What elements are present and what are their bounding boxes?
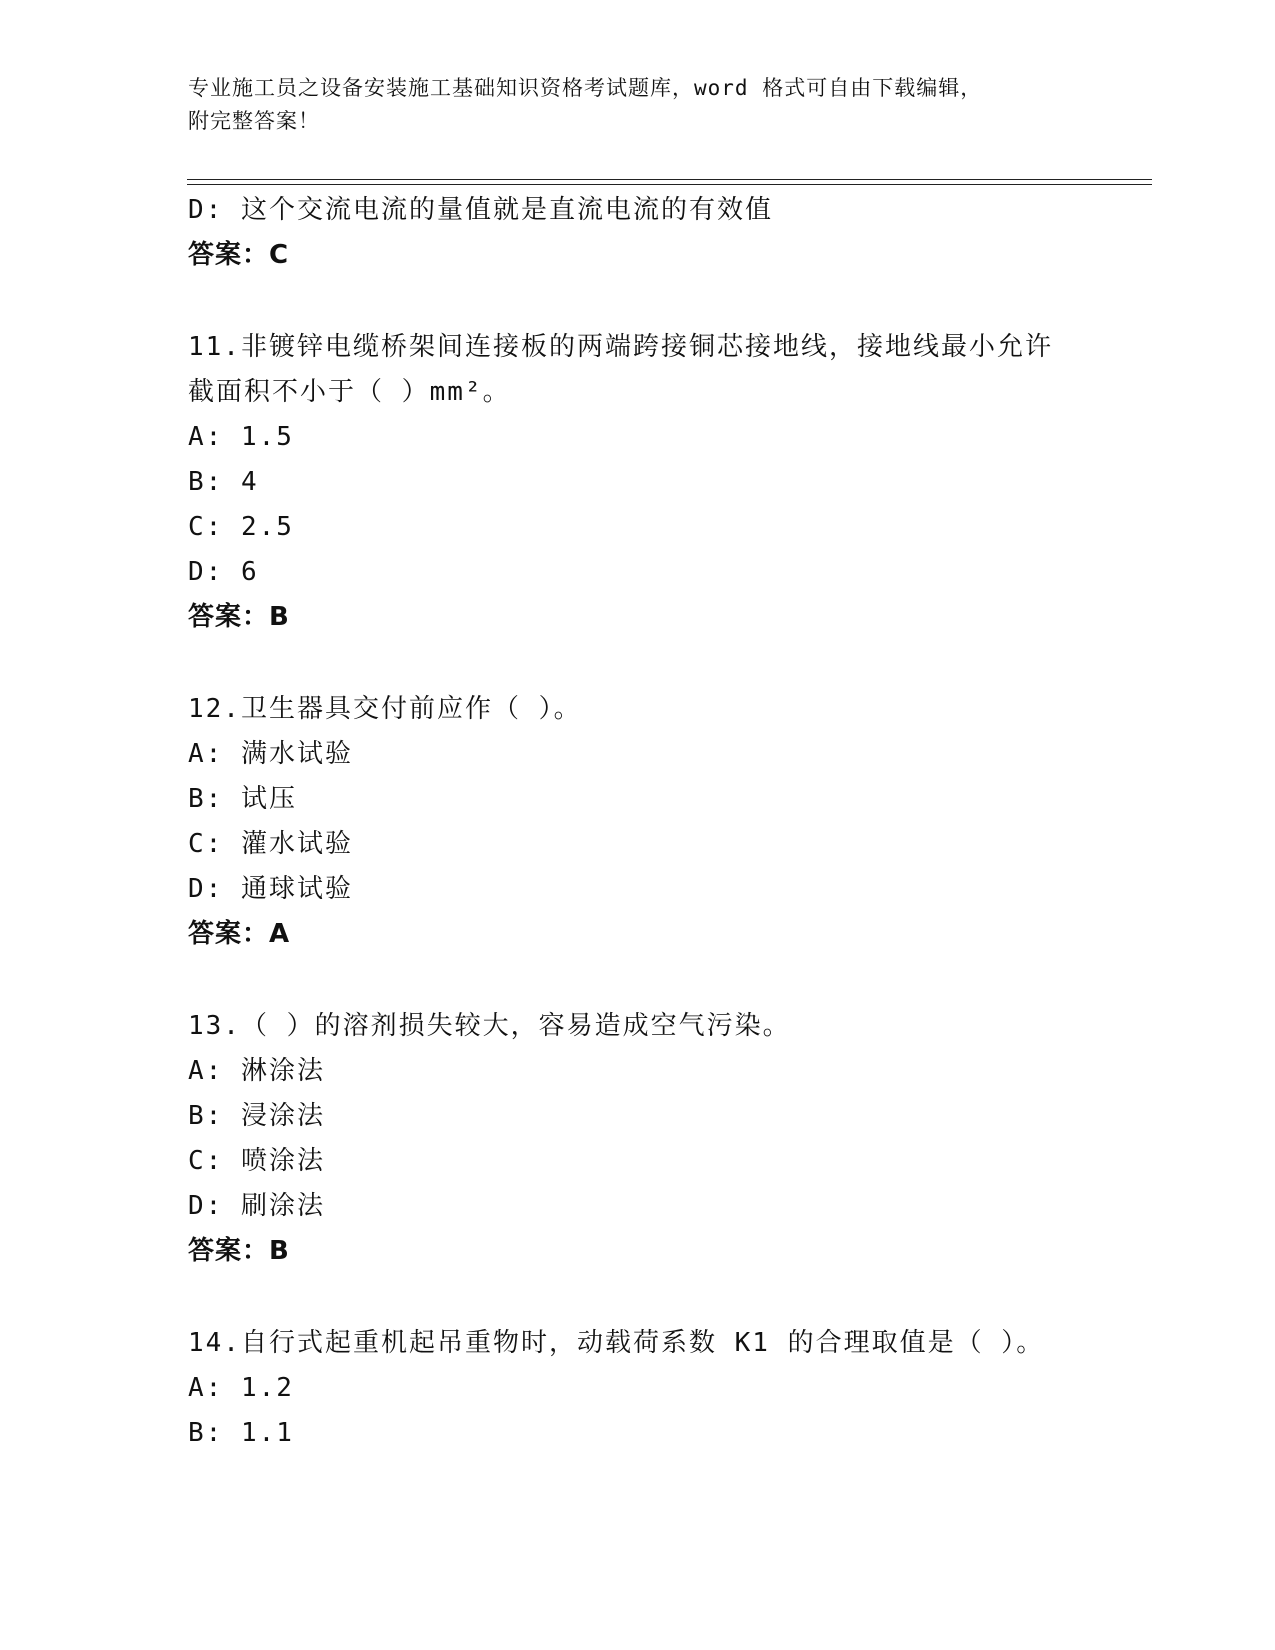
option-b: B: 4 — [188, 467, 259, 497]
option-d: D: 通球试验 — [188, 874, 353, 904]
question-stem: 13.（ ）的溶剂损失较大，容易造成空气污染。 — [188, 1011, 791, 1041]
question-continuation — [188, 188, 1148, 278]
answer-text: 答案：B — [188, 1236, 290, 1266]
option-c: C: 2.5 — [188, 512, 294, 542]
option-d: D: 这个交流电流的量值就是直流电流的有效值 — [188, 195, 773, 225]
header-divider-top — [187, 179, 1152, 180]
question-13 — [188, 1004, 1148, 1274]
question-stem-continued: 截面积不小于（ ）mm²。 — [188, 377, 511, 407]
document-header — [188, 72, 1088, 138]
option-c: C: 喷涂法 — [188, 1146, 325, 1176]
option-a: A: 淋涂法 — [188, 1056, 325, 1086]
option-d: D: 6 — [188, 557, 259, 587]
question-stem: 12.卫生器具交付前应作（ ）。 — [188, 694, 582, 724]
question-14 — [188, 1321, 1148, 1456]
option-b: B: 浸涂法 — [188, 1101, 325, 1131]
header-line-1: 专业施工员之设备安装施工基础知识资格考试题库，word 格式可自由下载编辑， — [188, 76, 983, 100]
option-b: B: 1.1 — [188, 1418, 294, 1448]
question-12 — [188, 687, 1148, 957]
option-a: A: 1.2 — [188, 1373, 294, 1403]
question-stem: 11.非镀锌电缆桥架间连接板的两端跨接铜芯接地线，接地线最小允许 — [188, 332, 1053, 362]
option-d: D: 刷涂法 — [188, 1191, 325, 1221]
option-a: A: 满水试验 — [188, 739, 353, 769]
answer-text: 答案：B — [188, 602, 290, 632]
question-list — [188, 188, 1148, 1456]
question-11 — [188, 325, 1148, 640]
header-line-2: 附完整答案！ — [188, 109, 320, 133]
option-b: B: 试压 — [188, 784, 297, 814]
option-c: C: 灌水试验 — [188, 829, 353, 859]
answer-text: 答案：A — [188, 919, 291, 949]
answer-text: 答案：C — [188, 240, 290, 270]
question-stem: 14.自行式起重机起吊重物时，动载荷系数 K1 的合理取值是（ ）。 — [188, 1328, 1045, 1358]
header-divider-bottom — [187, 184, 1152, 185]
option-a: A: 1.5 — [188, 422, 294, 452]
